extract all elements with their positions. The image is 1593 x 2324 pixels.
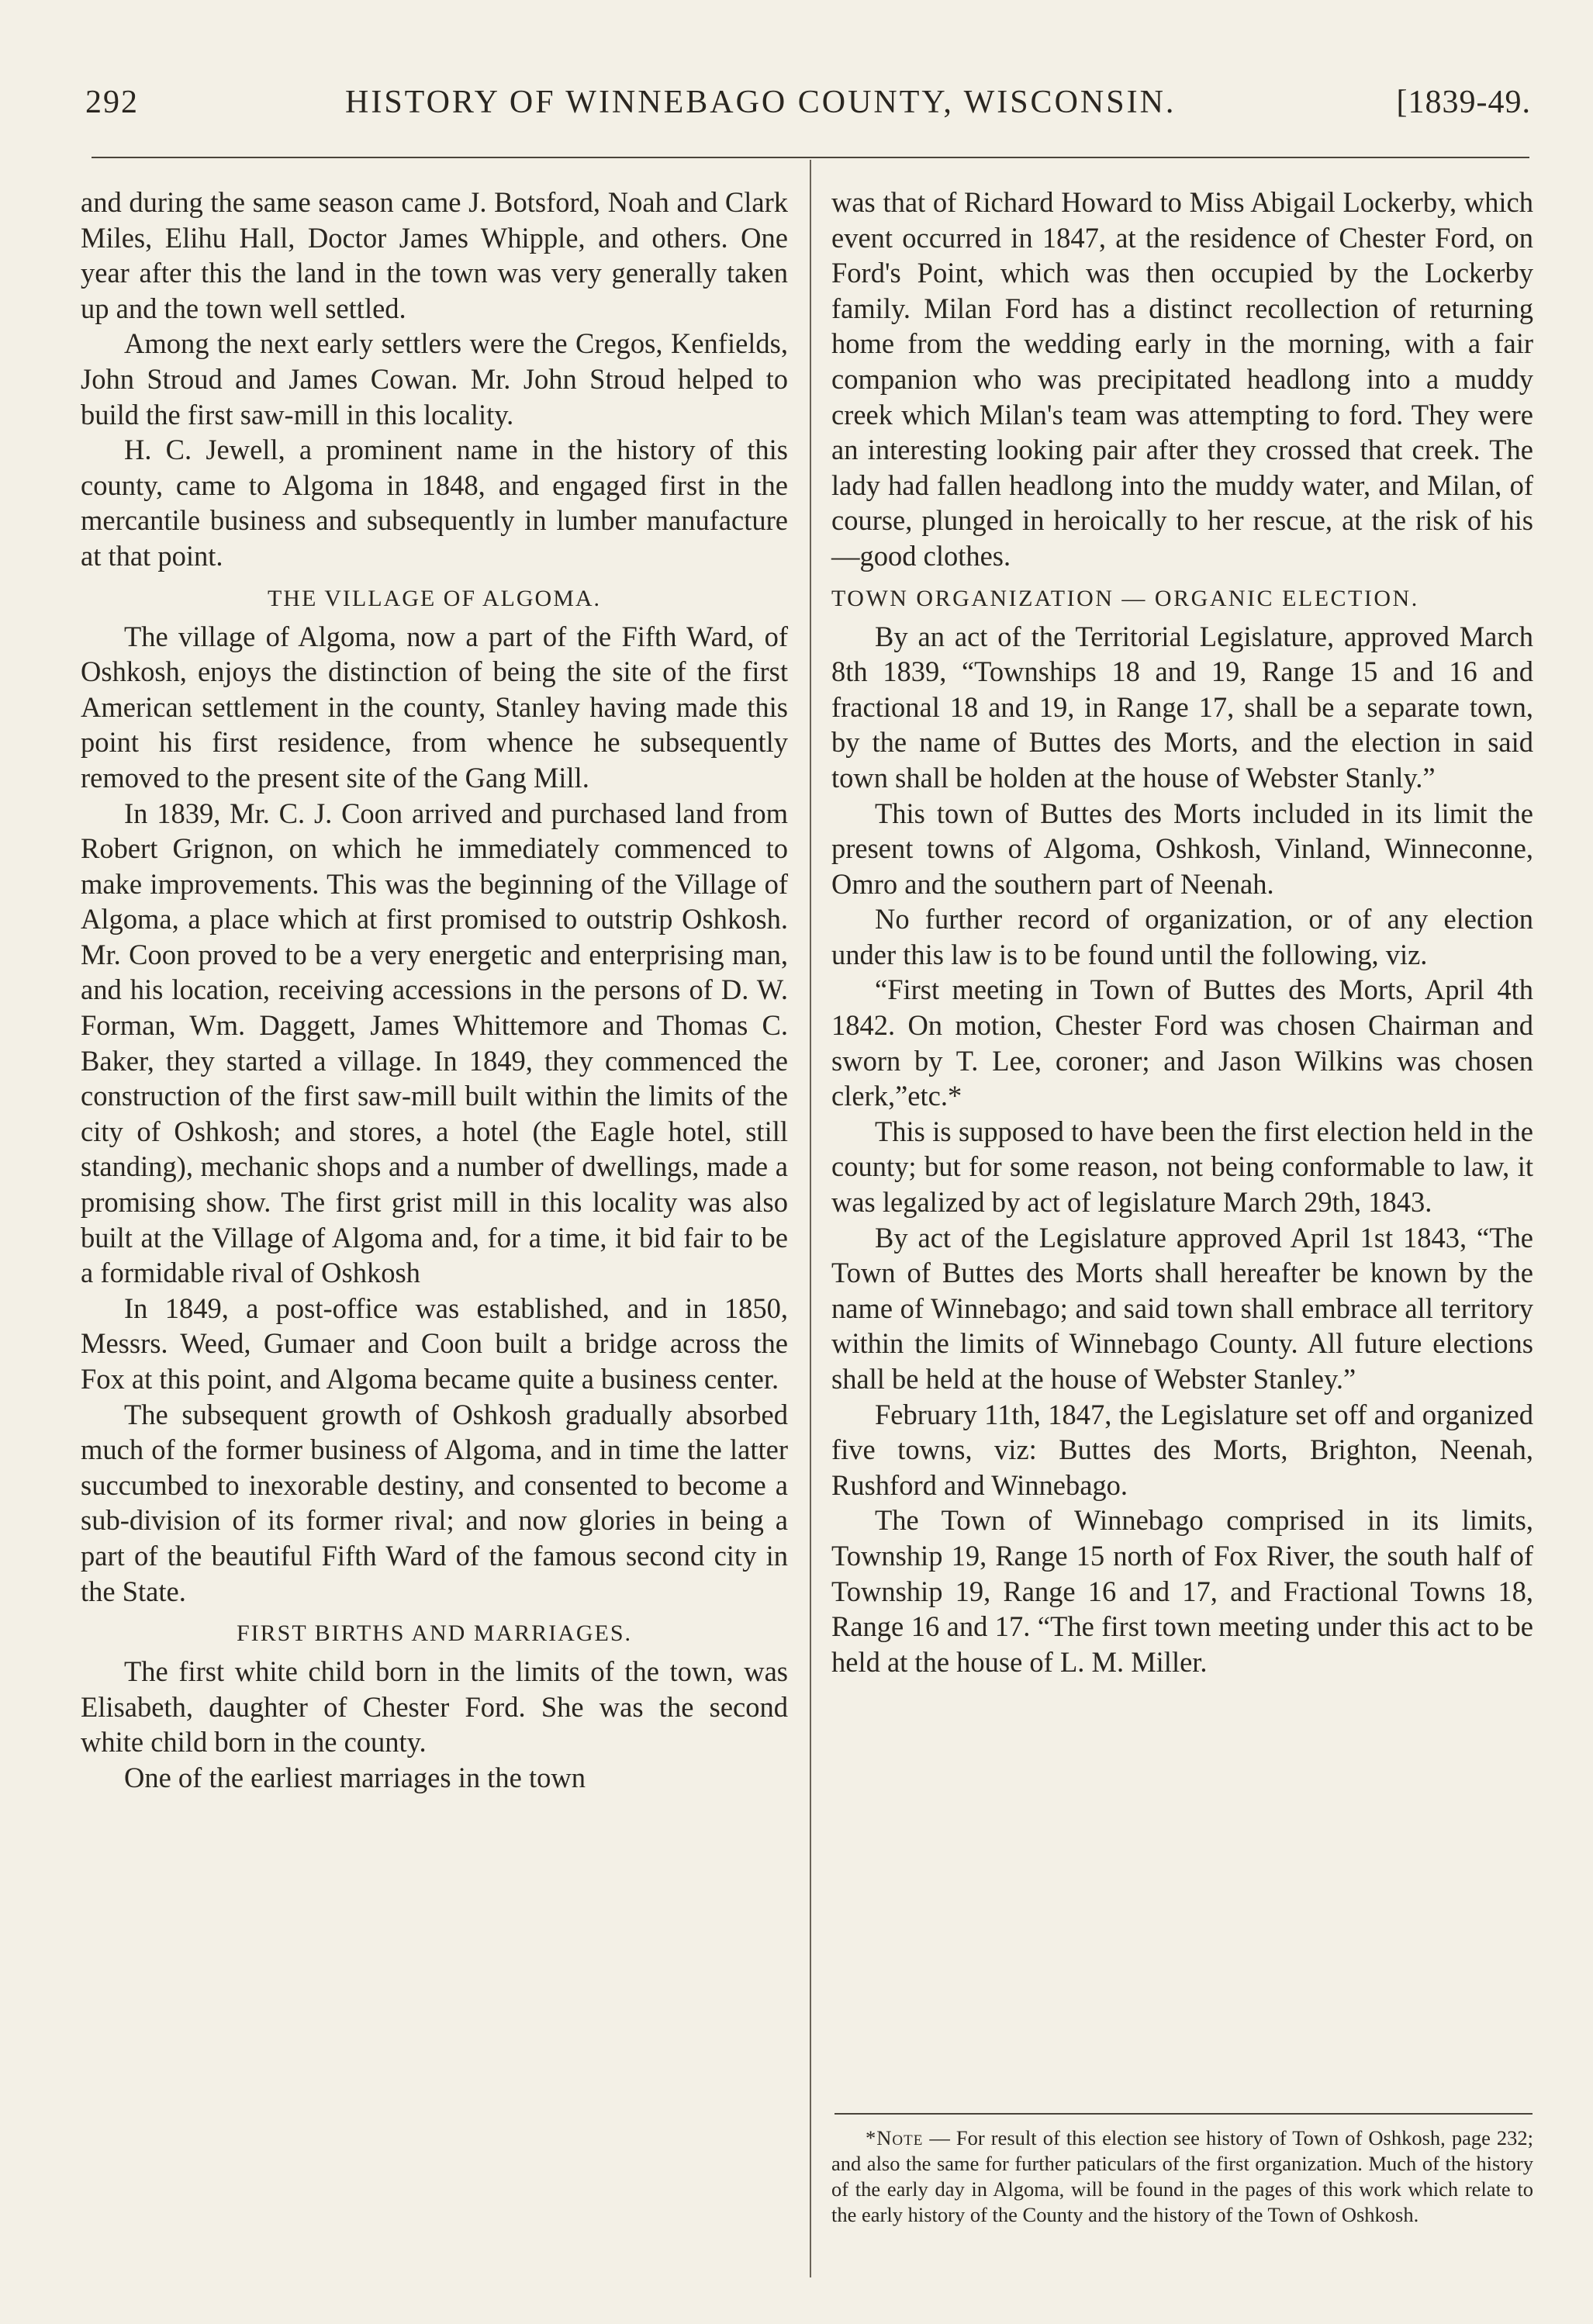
section-heading-village-of-algoma: THE VILLAGE OF ALGOMA. xyxy=(267,585,602,611)
paragraph: By an act of the Territorial Legislature, approved March 8th 1839, “Townships 18 and 19, Range 15 and 16 and fractional 18 and 19, in Range 17, shall be a separate town, by the name of Buttes des Morts, and the election in said town shall be holden at the house of Webster Stanly.” xyxy=(831,620,1533,794)
section-heading-town-organization: TOWN ORGANIZATION — ORGANIC ELECTION. xyxy=(831,585,1419,611)
paragraph: The village of Algoma, now a part of the Fifth Ward, of Oshkosh, enjoys the distinction of being the site of the first American settlement in the county, Stanley having made this point his first residence, from whence he subsequently removed to the present site of the Gang Mill. xyxy=(81,620,788,794)
paragraph: H. C. Jewell, a prominent name in the history of this county, came to Algoma in 1848, and engaged first in the mercantile business and subsequently in lumber manufacture at that point. xyxy=(81,434,788,572)
page-title: HISTORY OF WINNEBAGO COUNTY, WISCONSIN. xyxy=(345,85,1177,120)
paragraph: February 11th, 1847, the Legislature set off and organized five towns, viz: Buttes des Morts, Brighton, Neenah, Rushford and Winnebago. xyxy=(831,1398,1533,1501)
footnote-text: — For result of this election see history of Town of Oshkosh, page 232; and also the same for further paticulars of the first organization. Much of the history of the early day in Algoma, will be found in the pages of this work which relate to the early history of the County and the history of the Town of Oshkosh. xyxy=(831,2126,1533,2226)
paragraph: One of the earliest marriages in the town xyxy=(124,1761,586,1793)
paragraph: In 1849, a post-office was established, and in 1850, Messrs. Weed, Gumaer and Coon built a bridge across the Fox at this point, and Algoma became quite a business center. xyxy=(81,1292,788,1395)
date-range: [1839-49. xyxy=(1396,85,1531,120)
footnote xyxy=(831,2125,1533,2228)
page-number: 292 xyxy=(85,85,139,120)
paragraph: “First meeting in Town of Buttes des Morts, April 4th 1842. On motion, Chester Ford was chosen Chairman and sworn by T. Lee, coroner; and Jason Wilkins was chosen clerk,”etc.* xyxy=(831,974,1533,1112)
paragraph: Among the next early settlers were the Cregos, Kenfields, John Stroud and James Cowan. Mr. John Stroud helped to build the first saw-mill in this locality. xyxy=(81,327,788,431)
column-divider xyxy=(810,160,811,2277)
paragraph: By act of the Legislature approved April 1st 1843, “The Town of Buttes des Morts shall hereafter be known by the name of Winnebago; and said town shall embrace all territory within the limits of Winnebago County. All future elections shall be held at the house of Webster Stanley.” xyxy=(831,1221,1533,1395)
footnote-label: *Note xyxy=(866,2126,924,2149)
paragraph: The subsequent growth of Oshkosh gradually absorbed much of the former business of Algoma, and in time the latter succumbed to inexorable destiny, and consented to become a sub-division of its former rival; and now glories in being a part of the beautiful Fifth Ward of the famous second city in the State. xyxy=(81,1398,788,1607)
paragraph: The Town of Winnebago comprised in its limits, Township 19, Range 15 north of Fox River, the south half of Township 19, Range 16 and 17, and Fractional Towns 18, Range 16 and 17. “The first town meeting under this act to be held at the house of L. M. Miller. xyxy=(831,1504,1533,1678)
header-rule xyxy=(92,157,1529,158)
paragraph: This town of Buttes des Morts included in its limit the present towns of Algoma, Oshkosh, Vinland, Winneconne, Omro and the southern part of Neenah. xyxy=(831,797,1533,900)
footnote-rule xyxy=(835,2113,1533,2115)
left-column xyxy=(81,185,788,1796)
right-column xyxy=(831,185,1533,1679)
paragraph: The first white child born in the limits of the town, was Elisabeth, daughter of Chester Ford. She was the second white child born in the county. xyxy=(81,1655,788,1759)
paragraph: This is supposed to have been the first election held in the county; but for some reason, not being conformable to law, it was legalized by act of legislature March 29th, 1843. xyxy=(831,1115,1533,1219)
paragraph: No further record of organization, or of any election under this law is to be found until the following, viz. xyxy=(831,903,1533,970)
running-header xyxy=(85,84,1531,130)
paragraph: and during the same season came J. Botsford, Noah and Clark Miles, Elihu Hall, Doctor James Whipple, and others. One year after this the land in the town was very generally taken up and the town well settled. xyxy=(81,186,788,324)
paragraph: was that of Richard Howard to Miss Abigail Lockerby, which event occurred in 1847, at the residence of Chester Ford, on Ford's Point, which was then occupied by the Lockerby family. Milan Ford has a distinct recollection of returning home from the wedding early in the morning, with a fair companion who was precipitated headlong into a muddy creek which Milan's team was attempting to ford. They were an interesting looking pair after they crossed that creek. The lady had fallen headlong into the muddy water, and Milan, of course, plunged in heroically to her rescue, at the risk of his—good clothes. xyxy=(831,186,1533,572)
section-heading-first-births: FIRST BIRTHS AND MARRIAGES. xyxy=(236,1620,633,1647)
paragraph: In 1839, Mr. C. J. Coon arrived and purchased land from Robert Grignon, on which he immediately commenced to make improvements. This was the beginning of the Village of Algoma, a place which at first promised to outstrip Oshkosh. Mr. Coon proved to be a very energetic and enterprising man, and his location, receiving accessions in the persons of D. W. Forman, Wm. Daggett, James Whittemore and Thomas C. Baker, they started a village. In 1849, they commenced the construction of the first saw-mill built within the limits of the city of Oshkosh; and stores, a hotel (the Eagle hotel, still standing), mechanic shops and a number of dwellings, made a promising show. The first grist mill in this locality was also built at the Village of Algoma and, for a time, it bid fair to be a formidable rival of Oshkosh xyxy=(81,797,788,1289)
